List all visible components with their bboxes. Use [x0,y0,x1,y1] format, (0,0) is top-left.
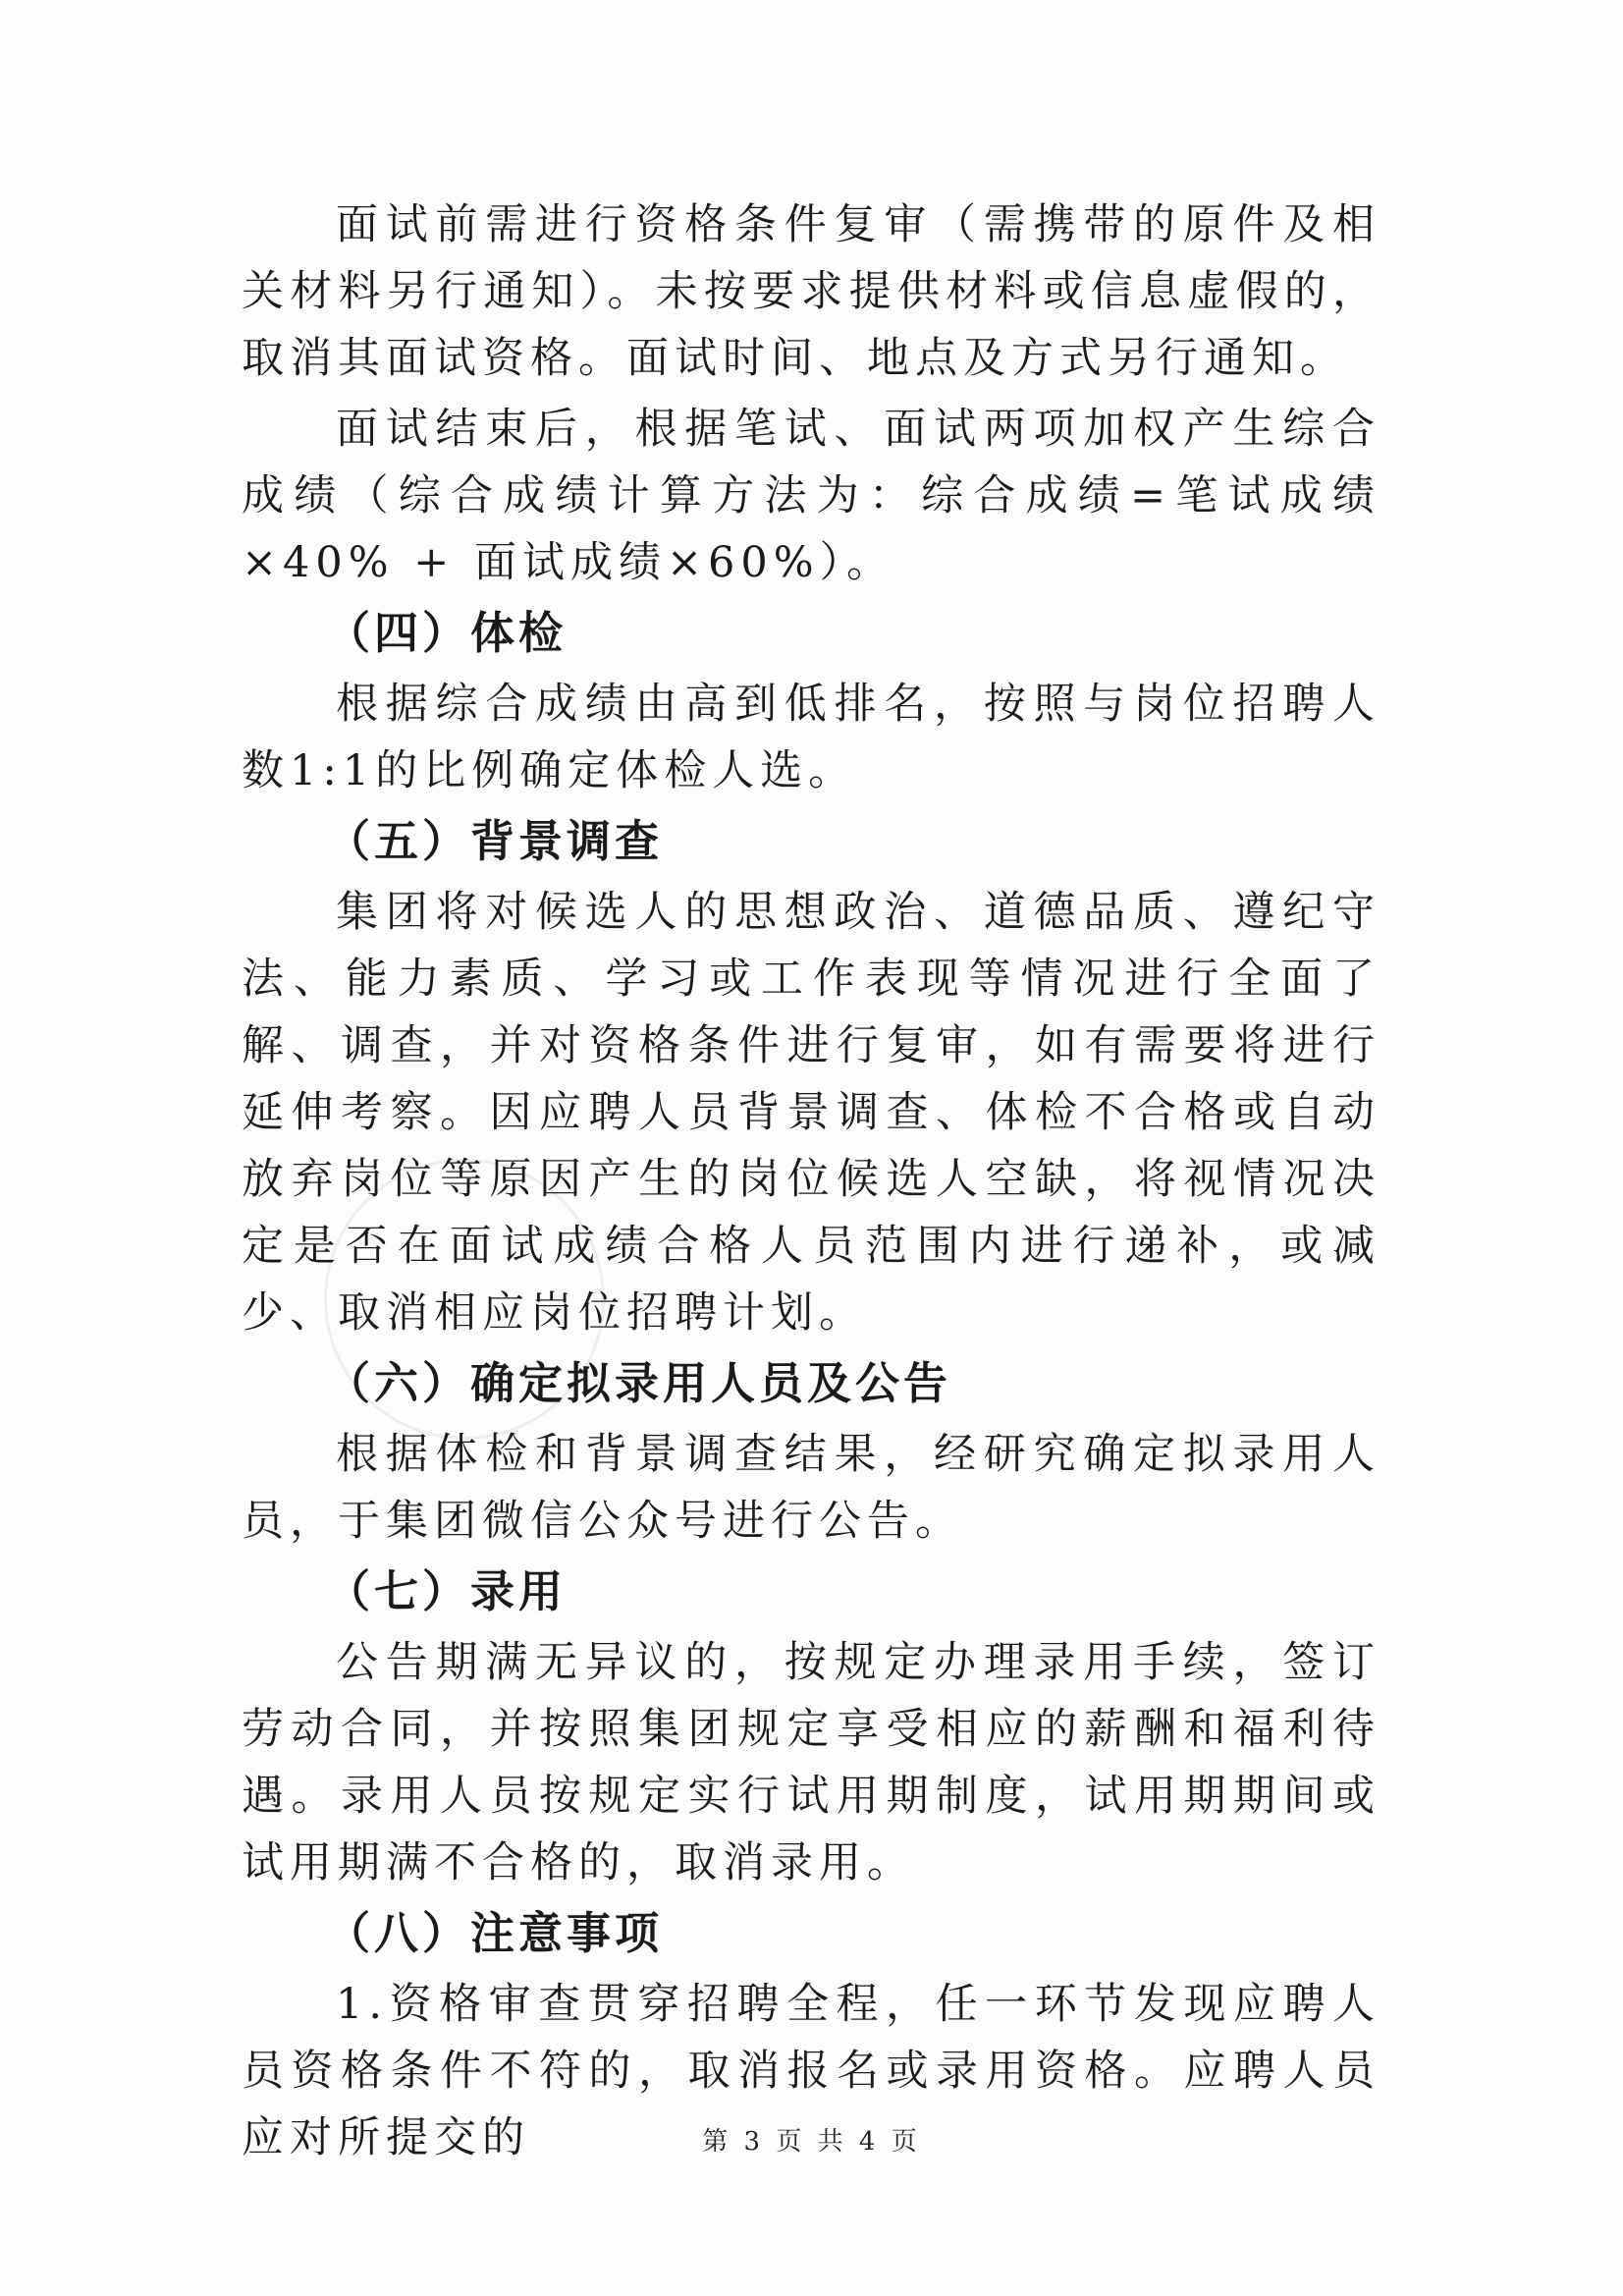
paragraph-announcement: 根据体检和背景调查结果，经研究确定拟录用人员，于集团微信公众号进行公告。 [242,1430,1380,1546]
paragraph-medical-exam: 根据综合成绩由高到低排名，按照与岗位招聘人数1:1的比例确定体检人选。 [242,680,1380,795]
paragraph-composite-score: 面试结束后，根据笔试、面试两项加权产生综合成绩（综合成绩计算方法为：综合成绩=笔试成绩×40% + 面试成绩×60%）。 [242,405,1380,587]
heading-medical-exam: （四）体检 [326,607,568,659]
heading-background-check: （五）背景调查 [326,815,664,867]
page-number-footer: 第 3 页 共 4 页 [702,2127,921,2157]
paragraph-employment: 公告期满无异议的，按规定办理录用手续，签订劳动合同，并按照集团规定享受相应的薪酬和福利待遇。录用人员按规定实行试用期制度，试用期期间或试用期满不合格的，取消录用。 [242,1638,1380,1887]
heading-announcement: （六）确定拟录用人员及公告 [326,1357,952,1409]
heading-notes: （八）注意事项 [326,1907,664,1959]
document-body [242,191,1380,2175]
paragraph-background-check: 集团将对候选人的思想政治、道德品质、遵纪守法、能力素质、学习或工作表现等情况进行全面了解、调查，并对资格条件进行复审，如有需要将进行延伸考察。因应聘人员背景调查、体检不合格或自动放弃岗位等原因产生的岗位候选人空缺，将视情况决定是否在面试成绩合格人员范围内进行递补，或减少、取消相应岗位招聘计划。 [242,888,1380,1338]
heading-employment: （七）录用 [326,1565,568,1617]
paragraph-note-1: 1.资格审查贯穿招聘全程，任一环节发现应聘人员资格条件不符的，取消报名或录用资格。应聘人员应对所提交的 [242,1980,1380,2162]
paragraph-interview-review: 面试前需进行资格条件复审（需携带的原件及相关材料另行通知）。未按要求提供材料或信息虚假的，取消其面试资格。面试时间、地点及方式另行通知。 [242,200,1380,383]
